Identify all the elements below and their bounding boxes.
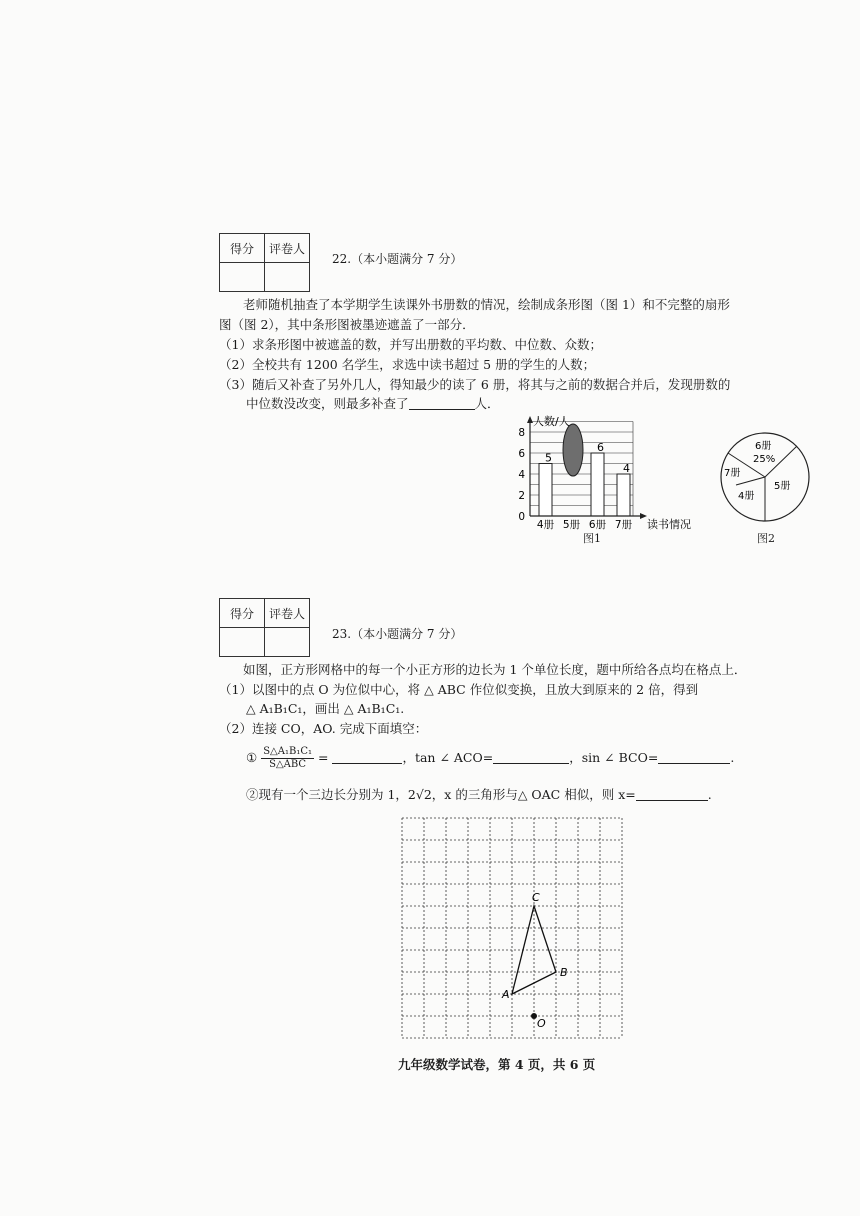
bar-chart xyxy=(510,410,710,535)
page-footer: 九年级数学试卷，第 4 页，共 6 页 xyxy=(398,1057,596,1072)
bar-7册 xyxy=(617,474,630,516)
q22-part3-end: 人． xyxy=(474,396,500,411)
item1-equals: = xyxy=(317,750,329,765)
answer-blank[interactable] xyxy=(332,750,402,764)
q22-part1: （1）求条形图中被遮盖的数，并写出册数的平均数、中位数、众数； xyxy=(219,337,602,352)
grader-label: 评卷人 xyxy=(265,599,310,628)
x-tick-label: 5册 xyxy=(562,519,581,531)
q22-part3-line1: （3）随后又补查了另外几人，得知最少的读了 6 册，将其与之前的数据合并后，发现册数的 xyxy=(219,377,731,392)
y-tick-label: 8 xyxy=(518,427,525,439)
pie-chart xyxy=(718,430,812,524)
item1-tan-text: ，tan ∠ ACO= xyxy=(402,750,494,765)
score-label: 得分 xyxy=(220,234,265,263)
fraction-denominator: S△ABC xyxy=(269,759,307,770)
y-axis-label: 人数/人 xyxy=(533,415,570,428)
q23-part1-line2: △ A₁B₁C₁，画出 △ A₁B₁C₁. xyxy=(246,701,405,716)
grader-label: 评卷人 xyxy=(265,234,310,263)
point-label-b: B xyxy=(560,966,568,979)
x-axis-arrow xyxy=(640,513,647,519)
item1-sin-text: ，sin ∠ BCO= xyxy=(569,750,659,765)
answer-blank[interactable] xyxy=(409,396,475,410)
fig1-caption: 图1 xyxy=(583,532,601,545)
pie-label-7: 7册 xyxy=(724,468,741,479)
y-tick-label: 4 xyxy=(518,469,525,481)
area-ratio-fraction xyxy=(261,746,314,771)
answer-blank[interactable] xyxy=(493,750,569,764)
q22-part3-line2 xyxy=(246,394,500,413)
pie-label-4: 4册 xyxy=(738,491,755,502)
x-axis-label: 读书情况 xyxy=(647,518,691,531)
x-tick-label: 7册 xyxy=(614,519,633,531)
pie-label-6: 6册 xyxy=(755,441,772,452)
item1-marker: ① xyxy=(246,750,258,765)
point-label-o: O xyxy=(537,1017,546,1030)
y-tick-label: 0 xyxy=(518,511,525,523)
point-label-a: A xyxy=(502,988,510,1001)
q22-heading: 22.（本小题满分 7 分） xyxy=(332,252,463,266)
x-tick-label: 6册 xyxy=(588,519,607,531)
q23-part2: （2）连接 CO，AO. 完成下面填空： xyxy=(219,721,428,736)
x-tick-label: 4册 xyxy=(536,519,555,531)
score-label: 得分 xyxy=(220,599,265,628)
grader-cell xyxy=(265,628,310,657)
y-tick-label: 6 xyxy=(518,448,525,460)
answer-blank[interactable] xyxy=(636,787,708,801)
bar-6册 xyxy=(591,453,604,516)
q23-item1 xyxy=(246,746,734,771)
q22-part3-text: 中位数没改变，则最多补查了 xyxy=(246,396,409,411)
q22-score-table xyxy=(219,233,310,292)
point-label-c: C xyxy=(532,891,540,904)
pie-label-25pct: 25% xyxy=(753,454,776,465)
fraction-numerator: S△A₁B₁C₁ xyxy=(263,746,312,757)
square-grid-figure xyxy=(392,808,632,1048)
bar-4册 xyxy=(539,464,552,517)
score-cell xyxy=(220,628,265,657)
q22-intro-line2: 图（图 2），其中条形图被墨迹遮盖了一部分． xyxy=(219,317,475,332)
q22-intro-line1: 老师随机抽查了本学期学生读课外书册数的情况，绘制成条形图（图 1）和不完整的扇形 xyxy=(243,297,730,312)
item2-text: ②现有一个三边长分别为 1，2√2，x 的三角形与△ OAC 相似，则 x= xyxy=(246,787,636,802)
fig2-caption: 图2 xyxy=(757,532,775,545)
bar-value-label: 4 xyxy=(623,462,630,475)
q23-item2 xyxy=(246,785,712,804)
q22-part2: （2）全校共有 1200 名学生，求选中读书超过 5 册的学生的人数； xyxy=(219,357,596,372)
item2-end: . xyxy=(707,787,712,802)
score-cell xyxy=(220,263,265,292)
y-tick-label: 2 xyxy=(518,490,525,502)
bar-chart-value-labels xyxy=(545,441,630,475)
q23-heading: 23.（本小题满分 7 分） xyxy=(332,627,463,641)
q23-score-table xyxy=(219,598,310,657)
bar-value-label: 5 xyxy=(545,451,552,465)
q23-intro: 如图，正方形网格中的每一个小正方形的边长为 1 个单位长度，题中所给各点均在格点上． xyxy=(243,662,747,677)
q23-part1-line1: （1）以图中的点 O 为位似中心，将 △ ABC 作位似变换，且放大到原来的 2 倍，得到 xyxy=(219,682,699,697)
ink-blot xyxy=(563,424,583,476)
grid-lines xyxy=(402,818,622,1038)
bar-chart-yticks xyxy=(518,427,525,523)
item1-end: . xyxy=(730,750,735,765)
pie-label-5: 5册 xyxy=(774,481,791,492)
bar-value-label: 6 xyxy=(597,441,604,454)
answer-blank[interactable] xyxy=(658,750,730,764)
grader-cell xyxy=(265,263,310,292)
